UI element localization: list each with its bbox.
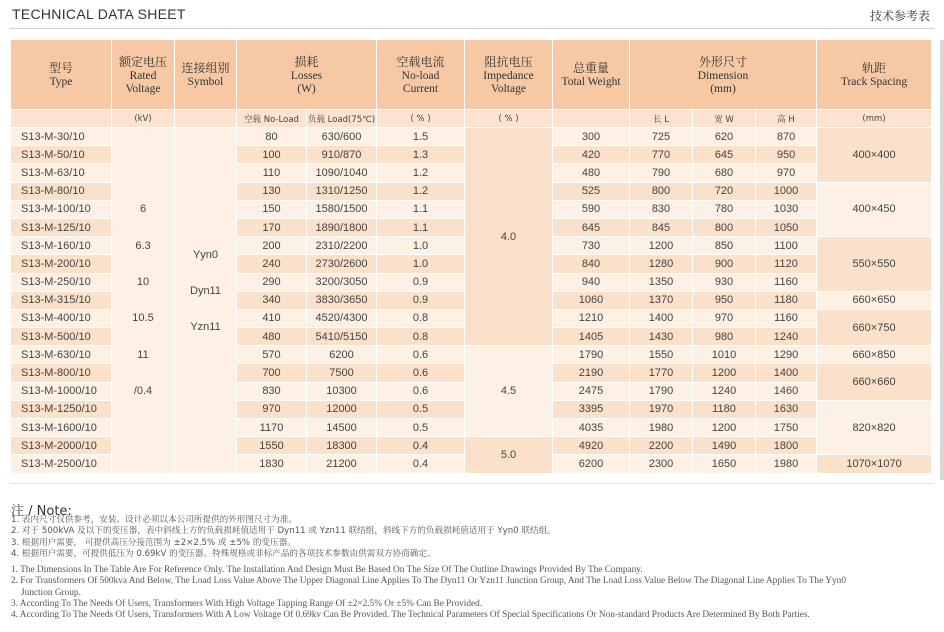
cell-load: 2310/2200 [307,237,377,255]
cell-noload: 410 [237,309,307,327]
track-spacing-cell: 400×450 [817,182,932,237]
col-dimension-header: 外形尺寸 Dimension (mm) [630,40,817,110]
cell-weight: 2190 [553,364,630,382]
cell-model: S13-M-50/10 [11,146,112,164]
cell-weight: 590 [553,200,630,218]
impedance-cell: 5.0 [465,437,553,473]
cell-width: 980 [693,328,756,346]
cell-length: 1370 [630,291,693,309]
cell-weight: 525 [553,182,630,200]
table-header-row [11,40,932,110]
cell-model: S13-M-125/10 [11,218,112,236]
table-row [11,128,932,146]
cell-noload: 830 [237,382,307,400]
cell-noload: 480 [237,328,307,346]
unit-height: 高 H [756,110,817,128]
cell-current: 1.2 [377,164,465,182]
cell-length: 1400 [630,309,693,327]
cell-load: 1090/1040 [307,164,377,182]
col-type-header: 型号 Type [11,40,112,110]
cell-load: 1310/1250 [307,182,377,200]
notes-block [11,515,936,622]
cell-noload: 240 [237,255,307,273]
cell-length: 2300 [630,455,693,473]
col-current-header: 空载电流 No-load Current [377,40,465,110]
voltage-value: 10.5 [132,312,154,325]
cell-model: S13-M-30/10 [11,128,112,146]
unit-current: ( % ) [377,110,465,128]
voltage-value: 6.3 [135,239,151,252]
cell-length: 1430 [630,328,693,346]
right-edge-tab [940,40,944,480]
cell-current: 0.5 [377,400,465,418]
cell-current: 0.6 [377,364,465,382]
cell-model: S13-M-63/10 [11,164,112,182]
cell-model: S13-M-200/10 [11,255,112,273]
cell-height: 1050 [756,218,817,236]
cell-length: 1200 [630,237,693,255]
col-impedance-header: 阻抗电压 Impedance Voltage [465,40,553,110]
cell-width: 930 [693,273,756,291]
cell-noload: 80 [237,128,307,146]
track-spacing-cell: 1070×1070 [817,455,932,473]
page-title: TECHNICAL DATA SHEET [12,6,186,22]
cell-height: 1460 [756,382,817,400]
voltage-merged-cell [112,128,175,474]
cell-height: 1160 [756,309,817,327]
cell-load: 12000 [307,400,377,418]
track-spacing-cell: 660×650 [817,291,932,309]
cell-model: S13-M-160/10 [11,237,112,255]
cell-height: 1800 [756,437,817,455]
cell-current: 1.1 [377,200,465,218]
unit-noload: 空载 No-Load [237,110,307,128]
cell-current: 0.8 [377,328,465,346]
cell-noload: 1170 [237,419,307,437]
symbol-value: Yzn11 [190,321,221,334]
cell-weight: 730 [553,237,630,255]
note-en-1: 1. The Dimensions In The Table Are For Reference Only. The Installation And Design Must Be Based On The Size Of The Outline Drawings Provided By The Company. [11,565,643,576]
unit-impedance: ( % ) [465,110,553,128]
cell-width: 1200 [693,419,756,437]
cell-model: S13-M-2000/10 [11,437,112,455]
notes-title: 注 / Note: [11,504,72,519]
unit-voltage: (kV) [112,110,175,128]
cell-weight: 6200 [553,455,630,473]
cell-noload: 170 [237,218,307,236]
cell-current: 1.2 [377,182,465,200]
cell-width: 1240 [693,382,756,400]
cell-width: 1490 [693,437,756,455]
cell-width: 800 [693,218,756,236]
symbol-value: Yyn0 [192,248,219,261]
notes-divider [10,483,934,484]
cell-weight: 1790 [553,346,630,364]
voltage-value: 11 [137,348,149,361]
col-symbol-header: 连接组别 Symbol [175,40,237,110]
cell-current: 1.0 [377,237,465,255]
track-spacing-cell: 400×400 [817,128,932,183]
cell-current: 0.9 [377,291,465,309]
note-cn-4: 4. 根据用户需要，可提供低压为 0.69kV 的变压器。特殊规格或非标产品的各项技术参数由供需双方协商确定。 [11,548,436,559]
track-spacing-cell: 550×550 [817,237,932,292]
cell-height: 1100 [756,237,817,255]
cell-height: 1750 [756,419,817,437]
cell-height: 1000 [756,182,817,200]
note-en-4: 4. According To The Needs Of Users, Transformers With A Low Voltage Of 0.69kv Can Be Provided. The Technical Parameters Of Special Specifications Or Non-standard Products Are Determined By Both Parties. [11,610,810,621]
cell-length: 770 [630,146,693,164]
cell-length: 830 [630,200,693,218]
unit-length: 长 L [630,110,693,128]
cell-width: 850 [693,237,756,255]
cell-load: 910/870 [307,146,377,164]
cell-current: 0.6 [377,346,465,364]
cell-current: 1.5 [377,128,465,146]
cell-noload: 700 [237,364,307,382]
cell-noload: 100 [237,146,307,164]
col-losses-header: 损耗 Losses (W) [237,40,377,110]
cell-load: 10300 [307,382,377,400]
cell-length: 1790 [630,382,693,400]
cell-width: 950 [693,291,756,309]
cell-width: 780 [693,200,756,218]
symbol-values-list [175,246,236,355]
cell-model: S13-M-315/10 [11,291,112,309]
cell-current: 1.3 [377,146,465,164]
cell-length: 1980 [630,419,693,437]
cell-load: 7500 [307,364,377,382]
cell-model: S13-M-400/10 [11,309,112,327]
table-units-row [11,110,932,128]
cell-load: 3200/3050 [307,273,377,291]
cell-load: 18300 [307,437,377,455]
col-weight-header: 总重量 Total Weight [553,40,630,110]
cell-load: 14500 [307,419,377,437]
cell-height: 1030 [756,200,817,218]
note-en-2: 2. For Transformers Of 500kva And Below, The Load Loss Value Above The Upper Diagonal Line Applies To The Dyn11 Or Yzn11 Junction Group, And The Load Loss Value Below The Diagonal Line Applies To The Yyn0 [11,576,846,587]
cell-model: S13-M-80/10 [11,182,112,200]
cell-load: 630/600 [307,128,377,146]
track-spacing-cell: 660×850 [817,346,932,364]
cell-noload: 1830 [237,455,307,473]
cell-weight: 4035 [553,419,630,437]
cell-weight: 300 [553,128,630,146]
voltage-value: 6 [139,203,147,216]
track-spacing-cell: 660×660 [817,364,932,400]
cell-length: 1550 [630,346,693,364]
cell-noload: 110 [237,164,307,182]
cell-weight: 2475 [553,382,630,400]
cell-model: S13-M-2500/10 [11,455,112,473]
cell-current: 1.1 [377,218,465,236]
cell-height: 950 [756,146,817,164]
unit-track: (mm) [817,110,932,128]
cell-load: 1890/1800 [307,218,377,236]
col-voltage-header: 额定电压 Rated Voltage [112,40,175,110]
unit-weight [553,110,630,128]
cell-length: 800 [630,182,693,200]
cell-weight: 1210 [553,309,630,327]
cell-noload: 970 [237,400,307,418]
unit-load: 负载 Load(75℃) [307,110,377,128]
cell-length: 2200 [630,437,693,455]
cell-load: 5410/5150 [307,328,377,346]
cell-current: 0.5 [377,419,465,437]
cell-model: S13-M-630/10 [11,346,112,364]
voltage-values-list [112,200,174,400]
cell-width: 1650 [693,455,756,473]
voltage-value: /0.4 [133,385,153,398]
cell-width: 645 [693,146,756,164]
cell-height: 970 [756,164,817,182]
impedance-cell: 4.0 [465,128,553,346]
cell-length: 1350 [630,273,693,291]
cell-weight: 940 [553,273,630,291]
cell-length: 725 [630,128,693,146]
cell-current: 0.8 [377,309,465,327]
cell-length: 845 [630,218,693,236]
header-divider [10,28,934,29]
note-en-2-cont: Junction Group. [21,587,81,598]
cell-height: 870 [756,128,817,146]
cell-current: 0.6 [377,382,465,400]
table-body [11,128,932,474]
cell-height: 1240 [756,328,817,346]
cell-weight: 1060 [553,291,630,309]
cell-model: S13-M-500/10 [11,328,112,346]
cell-height: 1980 [756,455,817,473]
cell-current: 0.9 [377,273,465,291]
cell-model: S13-M-250/10 [11,273,112,291]
cell-width: 1180 [693,400,756,418]
cell-weight: 480 [553,164,630,182]
track-spacing-cell: 820×820 [817,400,932,455]
cell-load: 1580/1500 [307,200,377,218]
unit-width: 宽 W [693,110,756,128]
unit-type [11,110,112,128]
cell-current: 0.4 [377,437,465,455]
cell-height: 1160 [756,273,817,291]
cell-height: 1400 [756,364,817,382]
page-title-cn: 技术参考表 [869,9,930,23]
cell-model: S13-M-800/10 [11,364,112,382]
cell-noload: 570 [237,346,307,364]
cell-width: 680 [693,164,756,182]
note-en-3: 3. According To The Needs Of Users, Transformers With High Voltage Tapping Range Of ±2×2.5% Or ±5% Can Be Provided. [11,599,483,610]
note-cn-1: 1. 表内尺寸仅供参考，安装、设计必须以本公司所提供的外形图尺寸为准。 [11,515,297,525]
cell-weight: 840 [553,255,630,273]
symbol-merged-cell [175,128,237,474]
cell-height: 1630 [756,400,817,418]
cell-load: 3830/3650 [307,291,377,309]
cell-weight: 3395 [553,400,630,418]
cell-weight: 4920 [553,437,630,455]
cell-length: 1970 [630,400,693,418]
impedance-cell: 4.5 [465,346,553,437]
cell-weight: 420 [553,146,630,164]
cell-width: 620 [693,128,756,146]
cell-model: S13-M-100/10 [11,200,112,218]
col-track-header: 轨距 Track Spacing [817,40,932,110]
cell-current: 0.4 [377,455,465,473]
unit-symbol [175,110,237,128]
cell-width: 1200 [693,364,756,382]
cell-load: 21200 [307,455,377,473]
cell-noload: 200 [237,237,307,255]
cell-width: 970 [693,309,756,327]
cell-length: 790 [630,164,693,182]
cell-width: 900 [693,255,756,273]
cell-noload: 340 [237,291,307,309]
cell-model: S13-M-1000/10 [11,382,112,400]
cell-model: S13-M-1250/10 [11,400,112,418]
cell-load: 6200 [307,346,377,364]
cell-load: 4520/4300 [307,309,377,327]
cell-height: 1180 [756,291,817,309]
cell-noload: 150 [237,200,307,218]
technical-data-table [10,39,932,474]
cell-model: S13-M-1600/10 [11,419,112,437]
cell-current: 1.0 [377,255,465,273]
track-spacing-cell: 660×750 [817,309,932,345]
cell-noload: 290 [237,273,307,291]
cell-noload: 1550 [237,437,307,455]
cell-length: 1280 [630,255,693,273]
note-cn-3: 3. 根据用户需要， 可提供高压分接范围为 ±2×2.5% 或 ±5% 的变压器。 [11,537,296,548]
cell-weight: 1405 [553,328,630,346]
cell-height: 1290 [756,346,817,364]
symbol-value: Dyn11 [190,285,221,298]
voltage-value: 10 [136,275,150,288]
cell-width: 720 [693,182,756,200]
cell-height: 1120 [756,255,817,273]
cell-load: 2730/2600 [307,255,377,273]
cell-weight: 645 [553,218,630,236]
note-cn-2: 2. 对于 500kVA 及以下的变压器，表中斜线上方的负载损耗值适用于 Dyn11 或 Yzn11 联结组，斜线下方的负载损耗值适用于 Yyn0 联结组。 [11,526,556,537]
cell-length: 1770 [630,364,693,382]
cell-noload: 130 [237,182,307,200]
cell-width: 1010 [693,346,756,364]
